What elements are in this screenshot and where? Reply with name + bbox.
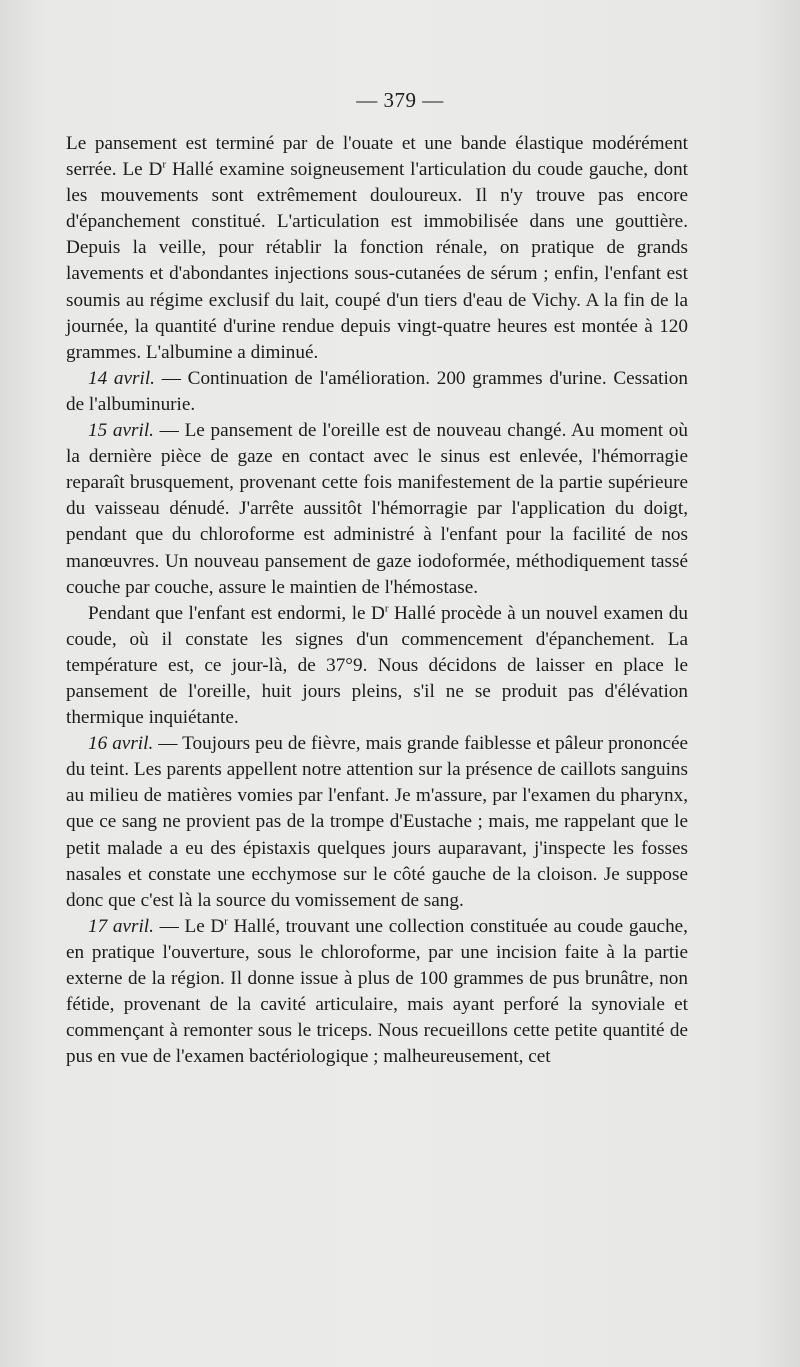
doctor-abbrev-sup: r (384, 602, 389, 615)
date-17-avril: 17 avril. (88, 915, 154, 937)
page-number: — 379 — (356, 88, 444, 112)
paragraph-14-avril-text: — Continuation de l'amélioration. 200 grammes d'urine. Cessation de l'albuminurie. (66, 367, 688, 415)
paragraph-15-avril (66, 418, 688, 601)
paragraph-1-text-a: Le pansement est terminé par de l'ouate et une bande élastique modérément serrée. Le D (66, 133, 688, 181)
date-16-avril: 16 avril. (88, 733, 154, 755)
body-text (66, 131, 688, 1070)
paragraph-1 (66, 131, 688, 366)
paragraph-16-avril-text: — Toujours peu de fièvre, mais grande faiblesse et pâleur prononcée du teint. Les parents appellent notre attention sur la présence de caillots sanguins au milieu de matières vomies par l'enfant. Je m'assure, par l'examen du pharynx, que ce sang ne provient pas de la trompe d'Eustache ; mais, me rappelant que le petit malade a eu des épistaxis quelques jours auparavant, j'inspecte les fosses nasales et constate une ecchymose sur le côté gauche de la cloison. Je suppose donc que c'est là la source du vomissement de sang. (66, 733, 688, 911)
paragraph-1-text-b: Hallé examine soigneusement l'articulation du coude gauche, dont les mouvements sont extrêmement douloureux. Il n'y trouve pas encore d'épanchement constitué. L'articulation est immobilisée dans une gouttière. Depuis la veille, pour rétablir la fonction rénale, on pratique de grands lavements et d'abondantes injections sous-cutanées de sérum ; enfin, l'enfant est soumis au régime exclusif du lait, coupé d'un tiers d'eau de Vichy. A la fin de la journée, la quantité d'urine rendue depuis vingt-quatre heures est montée à 120 grammes. L'albumine a diminué. (66, 159, 689, 363)
paragraph-pendant (66, 601, 688, 731)
doctor-abbrev-sup: r (224, 915, 228, 928)
doctor-abbrev-sup: r (162, 158, 167, 171)
paragraph-pendant-text-b: Hallé procède à un nouvel examen du coude, où il constate les signes d'un commencement d'épanchement. La température est, ce jour-là, de 37°9. Nous décidons de laisser en place le pansement de l'oreille, huit jours pleins, s'il ne se produit pas d'élévation thermique inquiétante. (66, 602, 688, 729)
paragraph-16-avril (66, 731, 688, 914)
date-14-avril: 14 avril. (88, 367, 155, 389)
date-15-avril: 15 avril. (88, 420, 154, 442)
paragraph-pendant-text-a: Pendant que l'enfant est endormi, le D (88, 602, 385, 624)
paragraph-17-avril-text-a: — Le D (153, 915, 225, 937)
paragraph-17-avril-text-b: Hallé, trouvant une collection constituée au coude gauche, en pratique l'ouverture, sous le chloroforme, par une incision faite à la partie externe de la région. Il donne issue à plus de 100 grammes de pus brunâtre, non fétide, provenant de la cavité articulaire, mais ayant perforé la synoviale et commençant à remonter sous le triceps. Nous recueillons cette petite quantité de pus en vue de l'examen bactériologique ; malheureusement, cet (66, 915, 688, 1068)
paragraph-17-avril (66, 914, 688, 1071)
paragraph-15-avril-text: — Le pansement de l'oreille est de nouveau changé. Au moment où la dernière pièce de gaze en contact avec le sinus est enlevée, l'hémorragie reparaît brusquement, provenant cette fois manifestement de la partie supérieure du vaisseau dénudé. J'arrête aussitôt l'hémorragie par l'application du doigt, pendant que du chloroforme est administré à l'enfant pour la facilité de nos manœuvres. Un nouveau pansement de gaze iodoformée, méthodiquement tassé couche par couche, assure le maintien de l'hémostase. (66, 420, 688, 598)
paragraph-14-avril (66, 366, 688, 418)
